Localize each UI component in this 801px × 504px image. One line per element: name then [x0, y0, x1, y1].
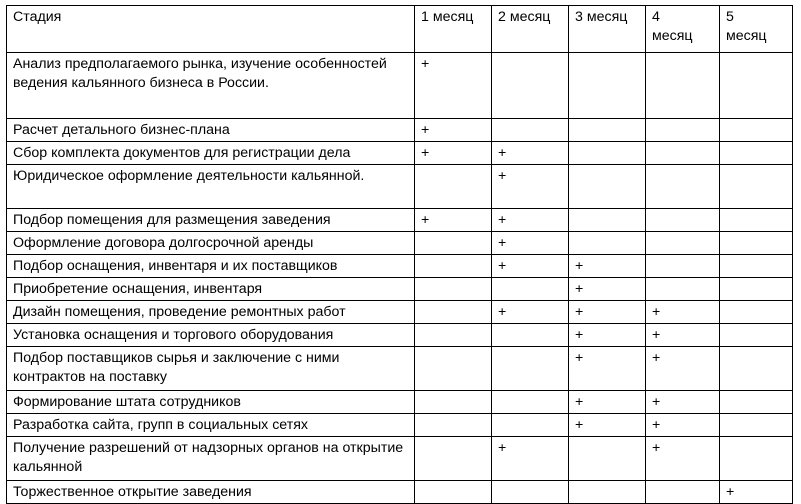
month-3-mark-cell: + — [569, 391, 646, 414]
table-row — [7, 324, 793, 347]
month-2-mark-cell: + — [492, 142, 569, 165]
table-row — [7, 437, 793, 481]
table-row — [7, 278, 793, 301]
month-4-mark-cell — [646, 278, 720, 301]
month-5-mark-cell — [720, 391, 793, 414]
month-3-mark-cell — [569, 232, 646, 255]
month-1-mark-cell — [415, 414, 492, 437]
schedule-table — [6, 5, 793, 504]
month-2-mark-cell: + — [492, 232, 569, 255]
table-row — [7, 53, 793, 119]
month-5-mark-cell — [720, 53, 793, 119]
month-5-mark-cell — [720, 278, 793, 301]
month-3-mark-cell: + — [569, 414, 646, 437]
month-2-mark-cell — [492, 391, 569, 414]
month-2-mark-cell: + — [492, 301, 569, 324]
month-2-mark-cell — [492, 347, 569, 391]
month-1-mark-cell: + — [415, 53, 492, 119]
month-5-mark-cell — [720, 324, 793, 347]
table-row — [7, 391, 793, 414]
month-3-mark-cell: + — [569, 255, 646, 278]
stage-cell: Разработка сайта, групп в социальных сетях — [7, 414, 415, 437]
month-5-mark-cell — [720, 437, 793, 481]
month-4-mark-cell: + — [646, 301, 720, 324]
month-2-mark-cell: + — [492, 209, 569, 232]
header-month-5: 5 месяц — [720, 6, 793, 53]
stage-cell: Дизайн помещения, проведение ремонтных работ — [7, 301, 415, 324]
month-4-mark-cell — [646, 53, 720, 119]
month-1-mark-cell: + — [415, 119, 492, 142]
month-4-mark-cell — [646, 255, 720, 278]
month-5-mark-cell — [720, 347, 793, 391]
table-row — [7, 209, 793, 232]
month-3-mark-cell: + — [569, 324, 646, 347]
schedule-body — [7, 53, 793, 504]
month-2-mark-cell — [492, 481, 569, 504]
month-1-mark-cell — [415, 255, 492, 278]
month-3-mark-cell — [569, 209, 646, 232]
month-4-mark-cell — [646, 481, 720, 504]
month-1-mark-cell — [415, 324, 492, 347]
table-row — [7, 232, 793, 255]
month-2-mark-cell: + — [492, 165, 569, 209]
month-4-mark-cell — [646, 232, 720, 255]
month-4-mark-cell: + — [646, 437, 720, 481]
month-1-mark-cell: + — [415, 142, 492, 165]
stage-cell: Установка оснащения и торгового оборудования — [7, 324, 415, 347]
month-1-mark-cell: + — [415, 209, 492, 232]
month-3-mark-cell — [569, 165, 646, 209]
stage-cell: Оформление договора долгосрочной аренды — [7, 232, 415, 255]
month-4-mark-cell — [646, 119, 720, 142]
table-row — [7, 481, 793, 504]
month-5-mark-cell — [720, 255, 793, 278]
month-2-mark-cell: + — [492, 437, 569, 481]
month-1-mark-cell — [415, 437, 492, 481]
month-4-mark-cell — [646, 142, 720, 165]
month-3-mark-cell: + — [569, 278, 646, 301]
month-5-mark-cell — [720, 414, 793, 437]
table-row — [7, 165, 793, 209]
stage-cell: Подбор оснащения, инвентаря и их поставщиков — [7, 255, 415, 278]
month-4-mark-cell: + — [646, 347, 720, 391]
month-5-mark-cell — [720, 119, 793, 142]
table-row — [7, 142, 793, 165]
month-2-mark-cell — [492, 324, 569, 347]
stage-cell: Подбор помещения для размещения заведения — [7, 209, 415, 232]
header-row — [7, 6, 793, 53]
month-5-mark-cell — [720, 301, 793, 324]
month-1-mark-cell — [415, 347, 492, 391]
month-2-mark-cell — [492, 119, 569, 142]
month-5-mark-cell — [720, 209, 793, 232]
month-5-mark-cell — [720, 165, 793, 209]
month-3-mark-cell — [569, 481, 646, 504]
header-month-2: 2 месяц — [492, 6, 569, 53]
month-3-mark-cell: + — [569, 301, 646, 324]
header-stage: Стадия — [7, 6, 415, 53]
table-row — [7, 255, 793, 278]
stage-cell: Расчет детального бизнес-плана — [7, 119, 415, 142]
stage-cell: Анализ предполагаемого рынка, изучение особенностей ведения кальянного бизнеса в России. — [7, 53, 415, 119]
header-month-3: 3 месяц — [569, 6, 646, 53]
month-2-mark-cell: + — [492, 255, 569, 278]
month-4-mark-cell: + — [646, 391, 720, 414]
month-1-mark-cell — [415, 165, 492, 209]
month-4-mark-cell — [646, 165, 720, 209]
month-3-mark-cell: + — [569, 347, 646, 391]
stage-cell: Юридическое оформление деятельности кальянной. — [7, 165, 415, 209]
stage-cell: Формирование штата сотрудников — [7, 391, 415, 414]
month-4-mark-cell: + — [646, 414, 720, 437]
month-5-mark-cell — [720, 232, 793, 255]
table-row — [7, 301, 793, 324]
table-row — [7, 119, 793, 142]
stage-cell: Получение разрешений от надзорных органов на открытие кальянной — [7, 437, 415, 481]
stage-cell: Приобретение оснащения, инвентаря — [7, 278, 415, 301]
month-1-mark-cell — [415, 301, 492, 324]
table-row — [7, 347, 793, 391]
month-3-mark-cell — [569, 53, 646, 119]
month-1-mark-cell — [415, 481, 492, 504]
month-2-mark-cell — [492, 414, 569, 437]
stage-cell: Торжественное открытие заведения — [7, 481, 415, 504]
month-1-mark-cell — [415, 391, 492, 414]
month-5-mark-cell — [720, 142, 793, 165]
month-3-mark-cell — [569, 142, 646, 165]
stage-cell: Сбор комплекта документов для регистрации дела — [7, 142, 415, 165]
month-3-mark-cell — [569, 119, 646, 142]
month-1-mark-cell — [415, 232, 492, 255]
month-3-mark-cell — [569, 437, 646, 481]
month-1-mark-cell — [415, 278, 492, 301]
month-2-mark-cell — [492, 278, 569, 301]
month-4-mark-cell: + — [646, 324, 720, 347]
table-row — [7, 414, 793, 437]
header-month-4: 4 месяц — [646, 6, 720, 53]
month-4-mark-cell — [646, 209, 720, 232]
month-5-mark-cell: + — [720, 481, 793, 504]
header-month-1: 1 месяц — [415, 6, 492, 53]
month-2-mark-cell — [492, 53, 569, 119]
stage-cell: Подбор поставщиков сырья и заключение с ними контрактов на поставку — [7, 347, 415, 391]
